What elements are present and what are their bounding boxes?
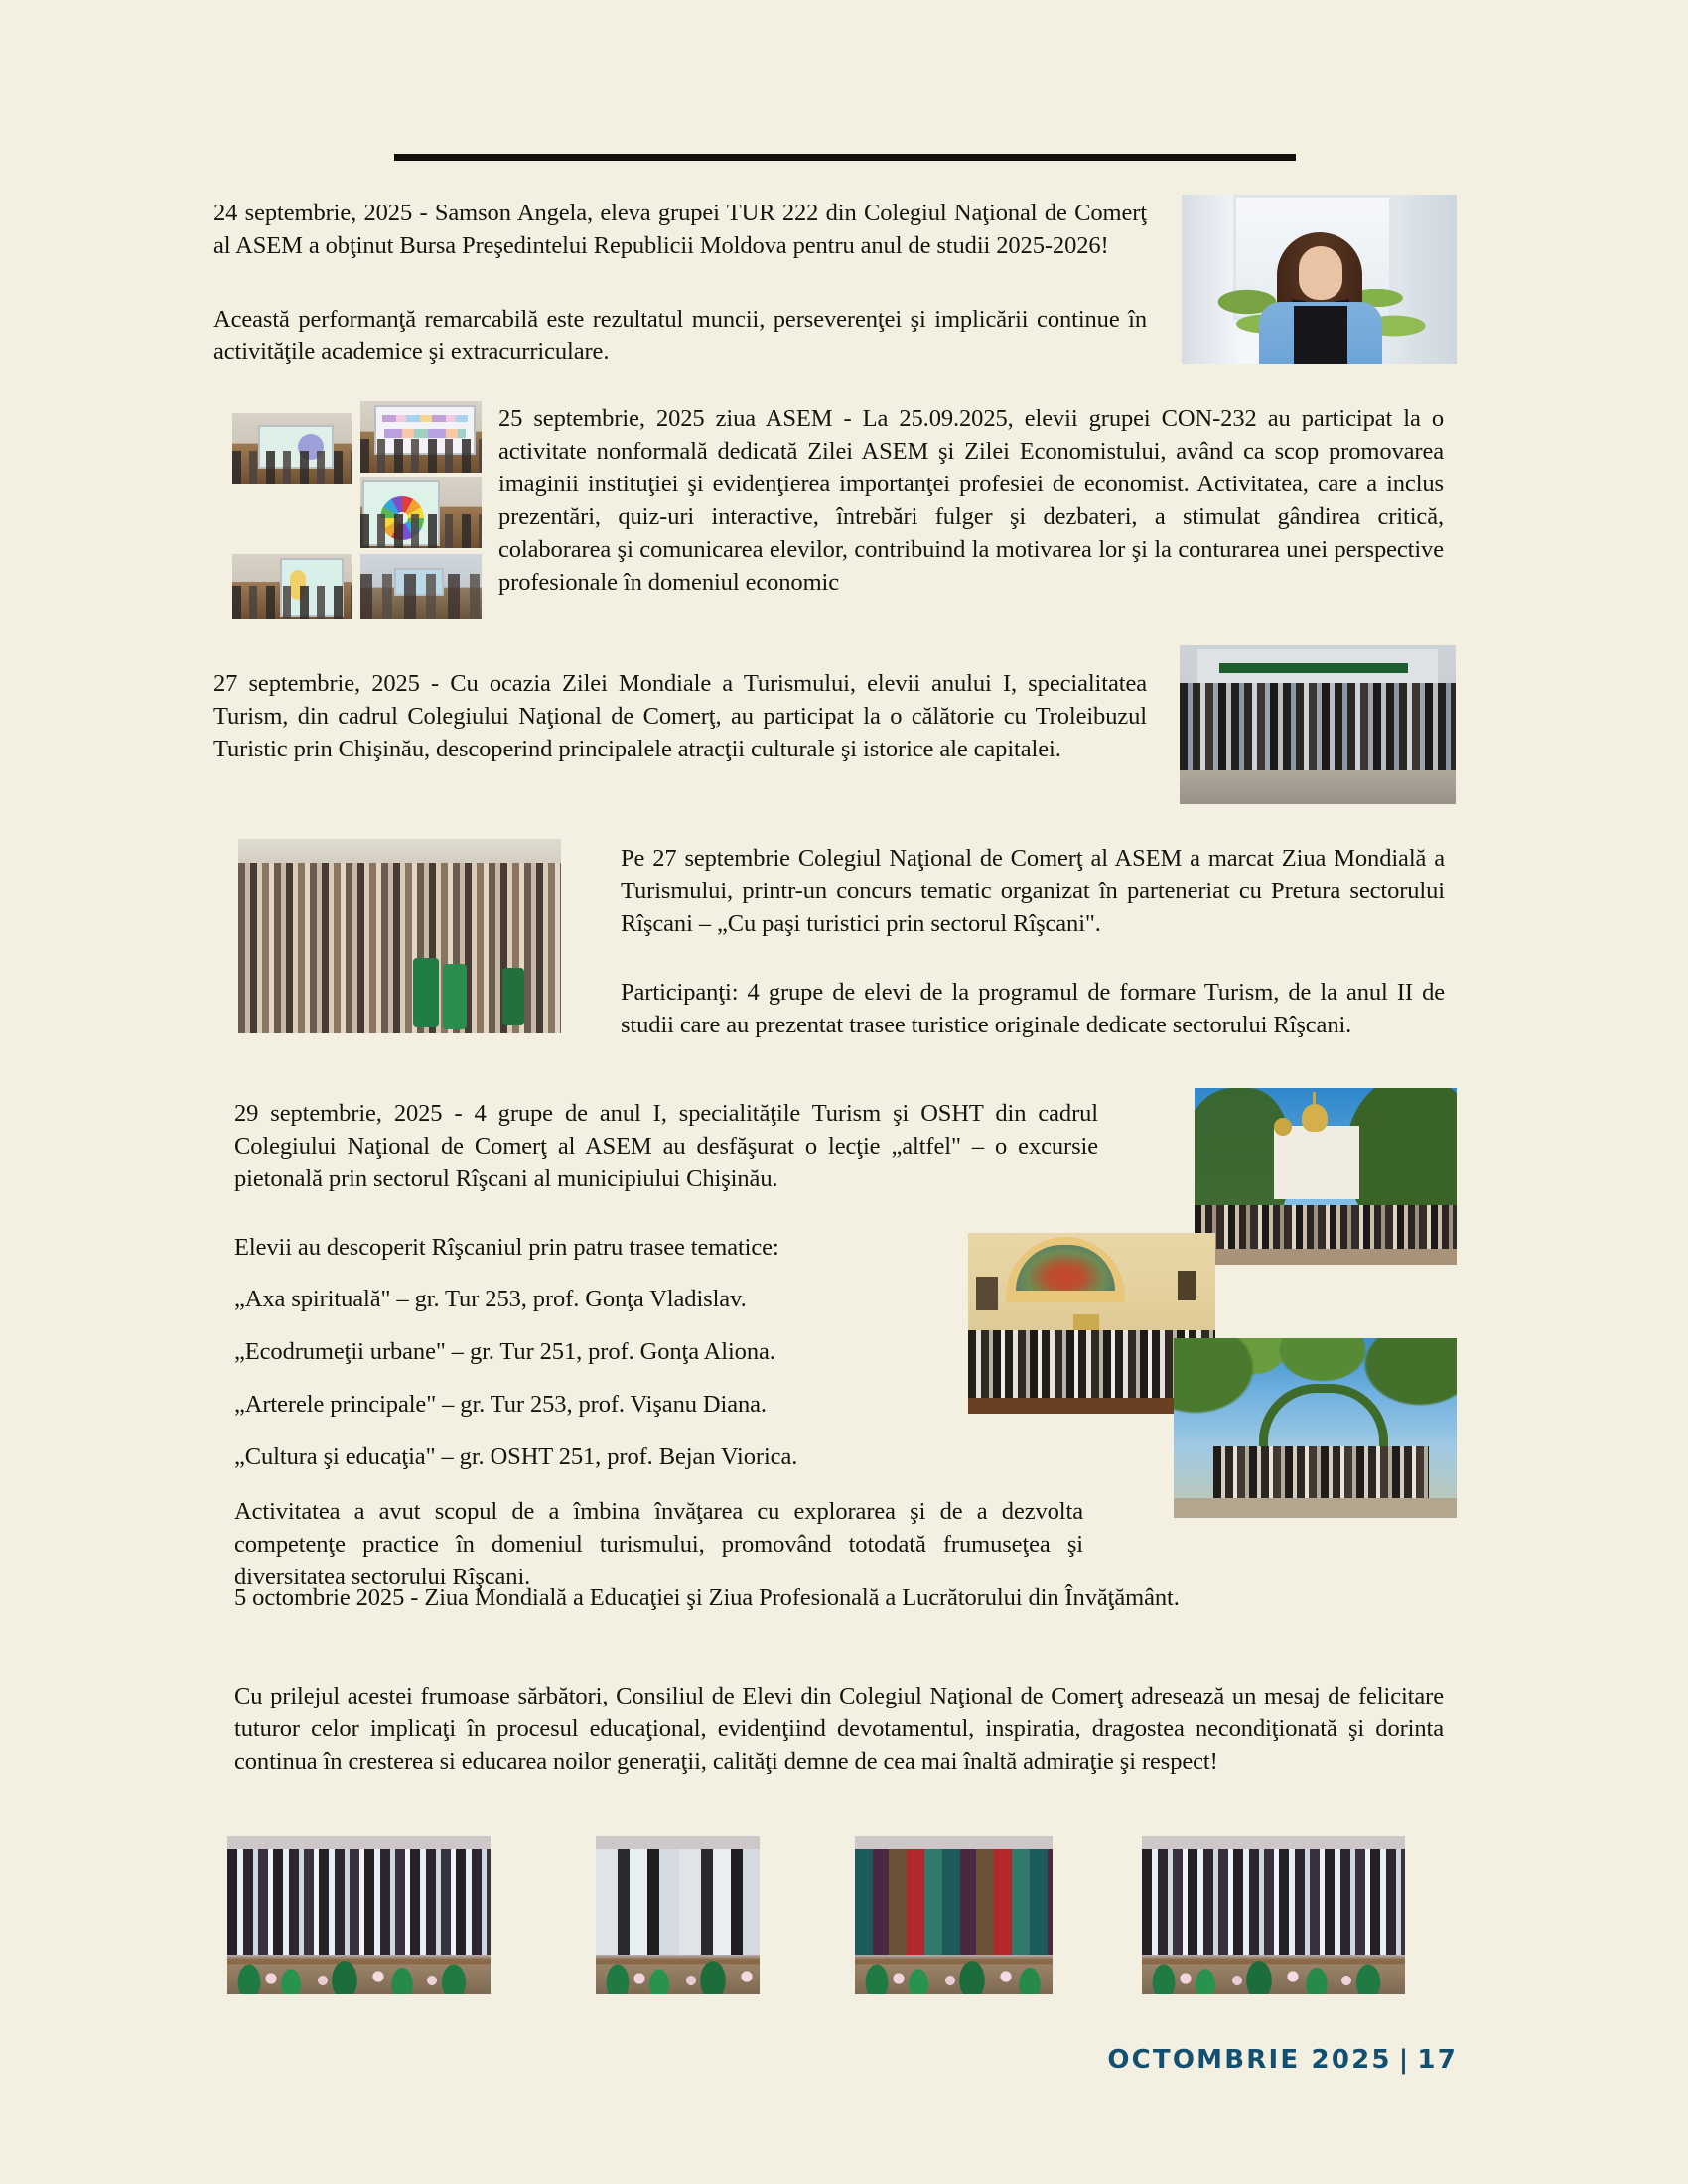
paragraph-lectie-altfel: 29 septembrie, 2025 - 4 grupe de anul I, specialităţile Turism şi OSHT din cadrul Colegiului Naţional de Comerţ al ASEM au desfăşurat o lecţie „altfel" – o excursie pietonală prin sectorul Rîşcani al municipiului Chişinău. [234,1100,1098,1192]
ceremony-photo-2 [596,1836,760,1994]
paragraph-turism-troleibuz: 27 septembrie, 2025 - Cu ocazia Zilei Mondiale a Turismului, elevii anului I, specialitatea Turism, din cadrul Colegiului Naţional de Comerţ, au participat la o călătorie cu Troleibuzul Turistic prin Chişinău, descoperind principalele atracţii culturale şi istorice ale capitalei. [213,670,1147,762]
street-group-photo [1180,645,1456,804]
paragraph-ziua-educatiei-title: 5 octombrie 2025 - Ziua Mondială a Educaţiei şi Ziua Profesională a Lucrătorului din Învăţământ. [234,1584,1180,1611]
header-rule [394,154,1296,161]
paragraph-participanti: Participanţi: 4 grupe de elevi de la programul de formare Turism, de la anul II de studii care au prezentat trasee turistice originale dedicate sectorului Rîşcani. [621,979,1445,1038]
paragraph-patru-trasee: Elevii au descoperit Rîşcaniul prin patru trasee tematice: [234,1234,779,1261]
church-exterior-photo [1195,1088,1457,1265]
paragraph-scop-activitate: Activitatea a avut scopul de a îmbina învăţarea cu explorarea şi de a dezvolta competenţe practice în domeniul turismului, promovând totodată frumuseţea şi diversitatea sectorului Rîşcani. [234,1498,1083,1590]
footer-page-number: 17 [1417,2045,1458,2075]
footer-month-year: OCTOMBRIE 2025 [1107,2045,1392,2075]
auditorium-group-photo [238,839,561,1033]
route-item-4: „Cultura şi educaţia" – gr. OSHT 251, prof. Bejan Viorica. [234,1443,798,1470]
footer-separator: | [1398,2045,1411,2075]
route-item-1: „Axa spirituală" – gr. Tur 253, prof. Gonţa Vladislav. [234,1286,747,1312]
ceremony-photo-1 [227,1836,491,1994]
student-portrait-photo [1182,195,1457,364]
ceremony-photo-4 [1142,1836,1405,1994]
paragraph-ziua-asem: 25 septembrie, 2025 ziua ASEM - La 25.09.2025, elevii grupei CON-232 au participat la o activitate nonformală dedicată Zilei ASEM şi Zilei Economistului, având ca scop promovarea imaginii instituţiei şi evidenţierea importanţei profesiei de economist. Activitatea, care a inclus prezentări, quiz-uri interactive, întrebări fulger şi dezbateri, a stimulat gândirea critică, colaborarea şi comunicarea elevilor, contribuind la motivarea lor şi la conturarea unei perspective profesionale în domeniul economic [498,405,1444,596]
paragraph-mesaj-felicitare: Cu prilejul acestei frumoase sărbători, Consiliul de Elevi din Colegiul Naţional de Comerţ adresează un mesaj de felicitare tuturor celor implicaţi în procesul educaţional, evidenţiind devotamentul, inspiratia, dragostea necondiţionată şi dorinta continua în cresterea si educarea noilor generaţii, calităţi demne de cea mai înaltă admiraţie şi respect! [234,1683,1444,1775]
ceremony-photo-3 [855,1836,1053,1994]
classroom-collage-photo [230,401,484,619]
paragraph-concurs-tematic: Pe 27 septembrie Colegiul Naţional de Comerţ al ASEM a marcat Ziua Mondială a Turismului, printr-un concurs tematic organizat în parteneriat cu Pretura sectorului Rîşcani – „Cu paşi turistici prin sectorul Rîşcani". [621,845,1445,937]
park-arch-photo [1174,1338,1457,1518]
route-item-3: „Arterele principale" – gr. Tur 253, prof. Vişanu Diana. [234,1391,767,1418]
paragraph-bursa-note: Această performanţă remarcabilă este rezultatul muncii, perseverenţei şi implicării continue în activităţile academice şi extracurriculare. [213,306,1147,365]
route-item-2: „Ecodrumeţii urbane" – gr. Tur 251, prof. Gonţa Aliona. [234,1338,775,1365]
page-footer [0,2045,1458,2075]
paragraph-bursa-intro: 24 septembrie, 2025 - Samson Angela, eleva grupei TUR 222 din Colegiul Naţional de Comerţ al ASEM a obţinut Bursa Preşedintelui Republicii Moldova pentru anul de studii 2025-2026! [213,200,1147,259]
